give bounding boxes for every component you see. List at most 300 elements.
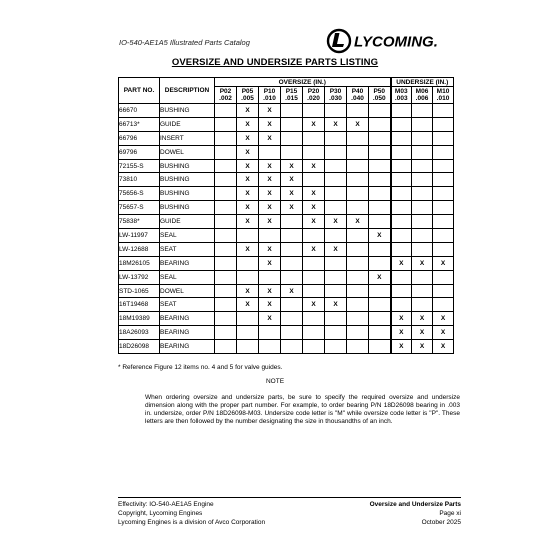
size-mark xyxy=(325,201,347,215)
part-description: BUSHING xyxy=(160,201,215,215)
size-mark xyxy=(412,131,433,145)
size-mark: X xyxy=(259,187,281,201)
size-mark xyxy=(325,145,347,159)
size-mark xyxy=(281,104,303,118)
size-mark: X xyxy=(281,187,303,201)
size-mark xyxy=(433,173,454,187)
part-number: 75657-S xyxy=(119,201,160,215)
size-mark: X xyxy=(303,242,325,256)
size-mark xyxy=(391,117,412,131)
size-mark: X xyxy=(259,201,281,215)
undersize-header: UNDERSIZE (IN.) xyxy=(391,78,454,87)
size-mark xyxy=(215,145,237,159)
size-mark xyxy=(412,284,433,298)
size-mark xyxy=(412,270,433,284)
size-mark: X xyxy=(237,298,259,312)
size-mark: X xyxy=(237,131,259,145)
size-mark xyxy=(303,104,325,118)
size-code: P50 xyxy=(373,88,386,95)
part-description: GUIDE xyxy=(160,117,215,131)
size-mark: X xyxy=(433,312,454,326)
part-number: 69796 xyxy=(119,145,160,159)
size-mark xyxy=(303,284,325,298)
size-mark xyxy=(325,284,347,298)
size-mark: X xyxy=(259,256,281,270)
size-code: P10 xyxy=(263,88,276,95)
size-mark xyxy=(347,201,369,215)
size-mark xyxy=(347,173,369,187)
size-mark: X xyxy=(412,312,433,326)
size-mark xyxy=(347,187,369,201)
size-mark xyxy=(391,270,412,284)
size-mark xyxy=(412,298,433,312)
size-mark xyxy=(259,229,281,243)
size-mark xyxy=(433,242,454,256)
size-mark: X xyxy=(259,242,281,256)
size-mark xyxy=(215,229,237,243)
size-code: M06 xyxy=(415,88,429,95)
size-mark: X xyxy=(237,201,259,215)
size-mark xyxy=(303,145,325,159)
size-mark xyxy=(281,242,303,256)
size-mark: X xyxy=(303,215,325,229)
size-mark xyxy=(347,284,369,298)
part-description: BEARING xyxy=(160,340,215,354)
size-mark xyxy=(215,117,237,131)
size-mark xyxy=(259,340,281,354)
size-mark: X xyxy=(259,117,281,131)
size-mark xyxy=(281,326,303,340)
size-mark: X xyxy=(325,215,347,229)
size-mark xyxy=(369,242,391,256)
size-mark xyxy=(303,256,325,270)
size-mark xyxy=(281,270,303,284)
size-mark xyxy=(281,229,303,243)
size-mark xyxy=(259,145,281,159)
size-mark xyxy=(303,173,325,187)
size-mark: X xyxy=(325,242,347,256)
size-mark xyxy=(391,173,412,187)
size-mark: X xyxy=(259,298,281,312)
size-mark xyxy=(281,256,303,270)
size-mark xyxy=(215,270,237,284)
size-mark xyxy=(412,104,433,118)
size-mark xyxy=(215,173,237,187)
size-mark xyxy=(412,173,433,187)
size-mark: X xyxy=(259,312,281,326)
size-mark xyxy=(369,173,391,187)
part-number: 18M19389 xyxy=(119,312,160,326)
part-description: BUSHING xyxy=(160,159,215,173)
size-mark: X xyxy=(412,340,433,354)
size-mark xyxy=(237,312,259,326)
description-header: DESCRIPTION xyxy=(160,78,215,104)
size-mark xyxy=(215,159,237,173)
size-mark xyxy=(347,312,369,326)
size-mark: X xyxy=(237,117,259,131)
size-mark: X xyxy=(412,326,433,340)
size-mark xyxy=(412,117,433,131)
size-mark xyxy=(412,229,433,243)
size-col-header xyxy=(215,87,237,104)
size-mark xyxy=(412,242,433,256)
size-mark xyxy=(215,256,237,270)
size-value: .002 xyxy=(219,95,232,102)
size-col-header xyxy=(391,87,412,104)
size-mark xyxy=(281,215,303,229)
size-mark xyxy=(281,312,303,326)
footnote: * Reference Figure 12 items no. 4 and 5 for valve guides. xyxy=(118,364,283,371)
size-mark xyxy=(281,340,303,354)
size-mark: X xyxy=(433,326,454,340)
size-code: P15 xyxy=(285,88,298,95)
table-row xyxy=(119,215,454,229)
size-mark xyxy=(433,229,454,243)
size-mark: X xyxy=(347,117,369,131)
size-mark xyxy=(412,215,433,229)
part-description: BEARING xyxy=(160,326,215,340)
size-code: M10 xyxy=(436,88,450,95)
size-mark xyxy=(215,312,237,326)
size-mark: X xyxy=(347,215,369,229)
size-mark: X xyxy=(237,187,259,201)
size-mark: X xyxy=(237,145,259,159)
part-number: 73810 xyxy=(119,173,160,187)
size-mark xyxy=(325,256,347,270)
part-description: BUSHING xyxy=(160,173,215,187)
size-mark xyxy=(391,201,412,215)
size-mark xyxy=(391,242,412,256)
part-number: LW-11997 xyxy=(119,229,160,243)
part-number: 75656-S xyxy=(119,187,160,201)
size-value: .006 xyxy=(415,95,429,102)
size-col-header xyxy=(325,87,347,104)
size-mark xyxy=(325,173,347,187)
footer-copyright: Copyright, Lycoming Engines xyxy=(118,510,203,517)
size-mark xyxy=(215,215,237,229)
size-value: .040 xyxy=(351,95,364,102)
size-col-header xyxy=(433,87,454,104)
catalog-header-title: IO-540-AE1A5 Illustrated Parts Catalog xyxy=(119,38,250,47)
size-mark xyxy=(347,256,369,270)
part-description: SEAL xyxy=(160,270,215,284)
lycoming-logo xyxy=(326,28,460,54)
size-mark: X xyxy=(237,159,259,173)
table-row xyxy=(119,256,454,270)
size-mark: X xyxy=(259,104,281,118)
size-mark xyxy=(412,145,433,159)
part-number: 66670 xyxy=(119,104,160,118)
note-title: NOTE xyxy=(265,378,285,385)
size-mark xyxy=(369,215,391,229)
size-col-header xyxy=(347,87,369,104)
part-number: 18M26105 xyxy=(119,256,160,270)
size-mark xyxy=(303,229,325,243)
size-mark: X xyxy=(412,256,433,270)
size-mark xyxy=(325,104,347,118)
size-mark xyxy=(369,284,391,298)
footer-division: Lycoming Engines is a division of Avco Corporation xyxy=(118,519,266,526)
size-mark: X xyxy=(259,173,281,187)
size-mark: X xyxy=(259,131,281,145)
size-code: P30 xyxy=(329,88,342,95)
size-mark xyxy=(215,242,237,256)
size-mark: X xyxy=(433,256,454,270)
size-mark: X xyxy=(391,256,412,270)
size-mark: X xyxy=(369,270,391,284)
part-number: LW-12688 xyxy=(119,242,160,256)
part-description: GUIDE xyxy=(160,215,215,229)
size-mark xyxy=(325,312,347,326)
size-mark xyxy=(325,270,347,284)
part-number: 72155-S xyxy=(119,159,160,173)
part-number: 66713* xyxy=(119,117,160,131)
size-mark xyxy=(347,326,369,340)
size-mark xyxy=(347,131,369,145)
size-mark xyxy=(412,201,433,215)
size-mark: X xyxy=(391,326,412,340)
part-description: BEARING xyxy=(160,312,215,326)
lycoming-logo-mark xyxy=(328,30,350,52)
size-code: M03 xyxy=(394,88,408,95)
size-mark xyxy=(347,145,369,159)
size-mark xyxy=(433,284,454,298)
size-mark: X xyxy=(325,298,347,312)
table-row xyxy=(119,270,454,284)
size-mark xyxy=(369,256,391,270)
size-mark xyxy=(325,159,347,173)
size-mark: X xyxy=(433,340,454,354)
part-no-header: PART NO. xyxy=(119,78,160,104)
size-mark: X xyxy=(237,242,259,256)
size-mark xyxy=(433,145,454,159)
table-row xyxy=(119,187,454,201)
size-mark: X xyxy=(237,104,259,118)
size-mark xyxy=(347,229,369,243)
size-mark xyxy=(303,131,325,145)
size-mark xyxy=(369,117,391,131)
size-mark xyxy=(281,145,303,159)
footer-left xyxy=(118,500,265,527)
size-mark xyxy=(325,131,347,145)
size-mark: X xyxy=(325,117,347,131)
size-mark: X xyxy=(303,117,325,131)
size-mark xyxy=(237,229,259,243)
size-mark xyxy=(325,187,347,201)
footer-page: Page xi xyxy=(439,510,461,517)
size-mark: X xyxy=(237,173,259,187)
size-mark xyxy=(237,256,259,270)
size-mark: X xyxy=(237,284,259,298)
size-mark xyxy=(433,159,454,173)
size-mark xyxy=(347,242,369,256)
table-row xyxy=(119,284,454,298)
size-mark xyxy=(369,104,391,118)
size-mark xyxy=(369,131,391,145)
table-row xyxy=(119,312,454,326)
size-mark xyxy=(347,340,369,354)
size-mark xyxy=(259,326,281,340)
size-mark xyxy=(281,117,303,131)
part-description: BUSHING xyxy=(160,187,215,201)
size-mark xyxy=(391,284,412,298)
size-code: P02 xyxy=(219,88,232,95)
size-mark xyxy=(369,159,391,173)
size-mark: X xyxy=(281,284,303,298)
part-description: DOWEL xyxy=(160,284,215,298)
part-description: BUSHING xyxy=(160,104,215,118)
table-row xyxy=(119,340,454,354)
size-col-header xyxy=(237,87,259,104)
size-mark: X xyxy=(281,159,303,173)
size-mark xyxy=(412,159,433,173)
footer-section: Oversize and Undersize Parts xyxy=(369,501,461,508)
part-number: 66796 xyxy=(119,131,160,145)
size-mark: X xyxy=(259,159,281,173)
part-description: DOWEL xyxy=(160,145,215,159)
footer-divider xyxy=(118,497,461,498)
part-number: LW-13792 xyxy=(119,270,160,284)
size-mark xyxy=(433,270,454,284)
size-mark xyxy=(303,340,325,354)
size-mark xyxy=(433,215,454,229)
size-mark: X xyxy=(237,215,259,229)
part-number: 16T19468 xyxy=(119,298,160,312)
size-mark xyxy=(433,104,454,118)
size-value: .003 xyxy=(394,95,408,102)
size-mark xyxy=(433,131,454,145)
size-code: P20 xyxy=(307,88,320,95)
size-mark xyxy=(215,298,237,312)
size-mark: X xyxy=(391,312,412,326)
size-mark: X xyxy=(259,215,281,229)
size-mark xyxy=(303,312,325,326)
oversize-header: OVERSIZE (IN.) xyxy=(215,78,391,87)
size-mark xyxy=(215,340,237,354)
size-mark xyxy=(412,187,433,201)
size-mark xyxy=(215,131,237,145)
size-mark xyxy=(303,326,325,340)
size-mark xyxy=(391,298,412,312)
size-mark xyxy=(369,298,391,312)
page-title: OVERSIZE AND UNDERSIZE PARTS LISTING xyxy=(171,57,379,68)
size-col-header xyxy=(303,87,325,104)
size-mark: X xyxy=(281,201,303,215)
table-row xyxy=(119,145,454,159)
size-mark xyxy=(433,201,454,215)
part-description: SEAT xyxy=(160,298,215,312)
size-col-header xyxy=(412,87,433,104)
part-description: SEAT xyxy=(160,242,215,256)
part-description: INSERT xyxy=(160,131,215,145)
table-row xyxy=(119,298,454,312)
part-description: SEAL xyxy=(160,229,215,243)
size-value: .050 xyxy=(372,95,386,102)
size-col-header xyxy=(281,87,303,104)
size-mark: X xyxy=(303,187,325,201)
size-mark xyxy=(391,131,412,145)
part-description: BEARING xyxy=(160,256,215,270)
table-row xyxy=(119,201,454,215)
size-value: .010 xyxy=(436,95,450,102)
size-mark xyxy=(215,284,237,298)
size-mark xyxy=(369,145,391,159)
size-mark xyxy=(237,270,259,284)
size-mark: X xyxy=(303,201,325,215)
size-mark xyxy=(215,326,237,340)
size-mark xyxy=(325,326,347,340)
size-mark xyxy=(325,340,347,354)
size-mark xyxy=(237,340,259,354)
part-number: 75838* xyxy=(119,215,160,229)
table-row xyxy=(119,242,454,256)
size-mark xyxy=(347,298,369,312)
size-mark xyxy=(391,104,412,118)
size-mark: X xyxy=(303,298,325,312)
size-mark xyxy=(347,159,369,173)
size-value: .015 xyxy=(285,95,298,102)
size-mark xyxy=(391,229,412,243)
footer-right xyxy=(370,500,461,527)
size-value: .010 xyxy=(263,95,276,102)
size-mark xyxy=(369,340,391,354)
table-row xyxy=(119,131,454,145)
size-mark xyxy=(347,104,369,118)
part-number: STD-1065 xyxy=(119,284,160,298)
footer-effectivity: Effectivity: IO-540-AE1A5 Engine xyxy=(118,501,214,508)
size-mark xyxy=(303,270,325,284)
size-col-header xyxy=(369,87,391,104)
table-row xyxy=(119,229,454,243)
size-mark: X xyxy=(391,340,412,354)
size-mark xyxy=(215,201,237,215)
table-row xyxy=(119,117,454,131)
lycoming-logo-text: LYCOMING. xyxy=(354,33,438,51)
size-code: P40 xyxy=(351,88,364,95)
size-mark xyxy=(433,298,454,312)
size-mark xyxy=(391,215,412,229)
size-mark xyxy=(433,187,454,201)
size-mark xyxy=(325,229,347,243)
size-mark xyxy=(391,187,412,201)
size-value: .020 xyxy=(307,95,320,102)
size-mark xyxy=(281,131,303,145)
size-mark xyxy=(215,104,237,118)
size-mark xyxy=(369,312,391,326)
size-mark xyxy=(391,159,412,173)
size-mark xyxy=(259,270,281,284)
size-col-header xyxy=(259,87,281,104)
size-mark: X xyxy=(303,159,325,173)
part-number: 18A26093 xyxy=(119,326,160,340)
table-row xyxy=(119,326,454,340)
note-body: When ordering oversize and undersize parts, be sure to specify the required oversize and undersize dimension along with the proper part number. For example, to order bearing P/N 18D26098 bearing in .003 in. undersize, order P/N 18D26098-M03. Undersize code letter is "M" while oversize code letter is "P". These letters are then followed by the number designating the size in thousandths of an inch. xyxy=(145,394,460,425)
size-value: .030 xyxy=(329,95,342,102)
size-mark xyxy=(369,201,391,215)
size-mark xyxy=(391,145,412,159)
footer-date: October 2025 xyxy=(421,519,461,526)
size-mark xyxy=(215,187,237,201)
size-mark xyxy=(347,270,369,284)
table-row xyxy=(119,173,454,187)
size-code: P05 xyxy=(241,88,254,95)
size-mark xyxy=(237,326,259,340)
size-mark: X xyxy=(281,173,303,187)
table-row xyxy=(119,104,454,118)
size-mark xyxy=(369,187,391,201)
size-mark xyxy=(433,117,454,131)
part-number: 18D26098 xyxy=(119,340,160,354)
